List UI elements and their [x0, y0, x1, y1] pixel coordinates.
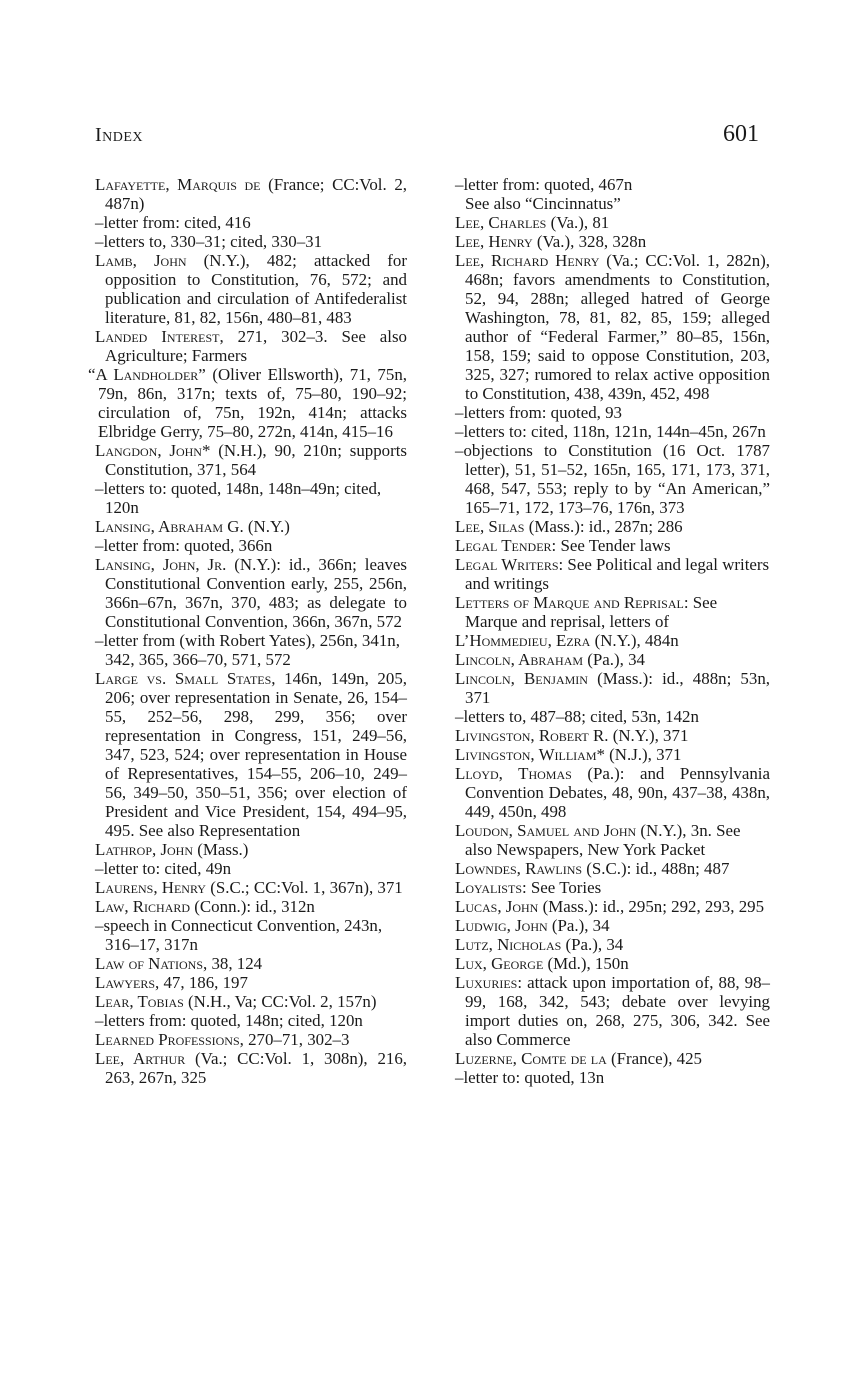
index-entry: Lloyd, Thomas (Pa.): and Pennsylvania Convention Debates, 48, 90n, 437–38, 438n, 449, 450n, 498 — [455, 764, 770, 821]
index-subentry: –letters from: quoted, 148n; cited, 120n — [95, 1011, 363, 1030]
index-entry: Lutz, Nicholas (Pa.), 34 — [455, 935, 624, 954]
index-entry: Lamb, John (N.Y.), 482; attacked for opposition to Constitution, 76, 572; and publication and circulation of Antifederalist literature, 81, 82, 156n, 480–81, 483 — [95, 251, 407, 327]
index-subentry: –letter to: cited, 49n — [95, 859, 232, 878]
index-entry: Laurens, Henry (S.C.; CC:Vol. 1, 367n), 371 — [95, 878, 403, 897]
index-entry: Ludwig, John (Pa.), 34 — [455, 916, 610, 935]
index-entry: “A Landholder” (Oliver Ellsworth), 71, 75n, 79n, 86n, 317n; texts of, 75–80, 190–92; circulation of, 75n, 192n, 414n; attacks Elbridge Gerry, 75–80, 272n, 414n, 415–16 — [88, 365, 407, 441]
index-entry: Learned Professions, 270–71, 302–3 — [95, 1030, 350, 1049]
index-entry: Luzerne, Comte de la (France), 425 — [455, 1049, 703, 1068]
index-entry: Law of Nations, 38, 124 — [95, 954, 263, 973]
index-entry: Lansing, Abraham G. (N.Y.) — [95, 517, 290, 536]
index-entry: Large vs. Small States, 146n, 149n, 205, 206; over representation in Senate, 26, 154–55, 252–56, 298, 299, 356; over representation in Congress, 151, 249–56, 347, 523, 524; over representation in House of Representatives, 154–55, 206–10, 249–56, 349–50, 350–51, 356; over election of President and Vice President, 154, 494–95, 495. See also Representation — [95, 669, 407, 840]
index-subentry: –letter from (with Robert Yates), 256n, 341n, 342, 365, 366–70, 571, 572 — [95, 631, 400, 669]
index-subentry: –letters to: cited, 118n, 121n, 144n–45n, 267n — [455, 422, 766, 441]
index-entry: Lee, Charles (Va.), 81 — [455, 213, 610, 232]
index-entry: Livingston, William* (N.J.), 371 — [455, 745, 682, 764]
index-entry: Lee, Richard Henry (Va.; CC:Vol. 1, 282n), 468n; favors amendments to Constitution, 52, 94, 288n; alleged hatred of George Washington, 78, 81, 82, 85, 159; alleged author of “Federal Farmer,” 80–85, 156n, 158, 159; said to oppose Constitution, 203, 325, 327; rumored to relax active opposition to Constitution, 438, 439n, 452, 498 — [455, 251, 770, 403]
index-subentry: –objections to Constitution (16 Oct. 1787 letter), 51, 51–52, 165n, 165, 171, 173, 371, 468, 547, 553; reply to by “An American,” 165–71, 172, 173–76, 176n, 373 — [455, 441, 770, 517]
index-entry: Lafayette, Marquis de (France; CC:Vol. 2, 487n) — [95, 175, 407, 213]
index-entry: Law, Richard (Conn.): id., 312n — [95, 897, 315, 916]
index-subentry: –letters to, 487–88; cited, 53n, 142n — [455, 707, 699, 726]
index-entry: Lear, Tobias (N.H., Va; CC:Vol. 2, 157n) — [95, 992, 377, 1011]
index-entry: Letters of Marque and Reprisal: See Marque and reprisal, letters of — [455, 593, 718, 631]
index-entry: Lee, Henry (Va.), 328, 328n — [455, 232, 647, 251]
index-entry: Lux, George (Md.), 150n — [455, 954, 629, 973]
index-entry: Loyalists: See Tories — [455, 878, 602, 897]
index-entry: L’Hommedieu, Ezra (N.Y.), 484n — [455, 631, 679, 650]
index-cross-reference: See also “Cincinnatus” — [465, 194, 621, 213]
index-subentry: –speech in Connecticut Convention, 243n, 316–17, 317n — [95, 916, 383, 954]
index-entry: Luxuries: attack upon importation of, 88, 98–99, 168, 342, 543; debate over levying import duties on, 268, 275, 306, 342. See also Commerce — [455, 973, 770, 1049]
index-entry: Loudon, Samuel and John (N.Y.), 3n. See also Newspapers, New York Packet — [455, 821, 741, 859]
index-entry: Lawyers, 47, 186, 197 — [95, 973, 248, 992]
running-header — [95, 121, 759, 154]
index-subentry: –letters to: quoted, 148n, 148n–49n; cited, 120n — [95, 479, 382, 517]
index-column-right — [455, 175, 770, 1087]
index-entry: Lowndes, Rawlins (S.C.): id., 488n; 487 — [455, 859, 730, 878]
index-entry: Lincoln, Benjamin (Mass.): id., 488n; 53n, 371 — [455, 669, 770, 707]
index-entry: Landed Interest, 271, 302–3. See also Agriculture; Farmers — [95, 327, 407, 365]
index-entry: Lee, Arthur (Va.; CC:Vol. 1, 308n), 216, 263, 267n, 325 — [95, 1049, 408, 1087]
index-subentry: –letter from: cited, 416 — [95, 213, 251, 232]
index-column-left — [88, 175, 408, 1087]
index-subentry: –letter from: quoted, 467n — [455, 175, 633, 194]
index-entry: Lincoln, Abraham (Pa.), 34 — [455, 650, 645, 669]
index-entry: Livingston, Robert R. (N.Y.), 371 — [455, 726, 689, 745]
index-entry: Lee, Silas (Mass.): id., 287n; 286 — [455, 517, 683, 536]
index-entry: Legal Writers: See Political and legal writers and writings — [455, 555, 770, 593]
index-entry: Legal Tender: See Tender laws — [455, 536, 671, 555]
index-subentry: –letters to, 330–31; cited, 330–31 — [95, 232, 323, 251]
index-entry: Lansing, John, Jr. (N.Y.): id., 366n; leaves Constitutional Convention early, 255, 256n, 366n–67n, 367n, 370, 483; as delegate to Constitutional Convention, 366n, 367n, 572 — [95, 555, 407, 631]
index-entry: Langdon, John* (N.H.), 90, 210n; supports Constitution, 371, 564 — [95, 441, 407, 479]
index-entry: Lathrop, John (Mass.) — [95, 840, 249, 859]
page-number: 601 — [723, 121, 759, 147]
index-subentry: –letter from: quoted, 366n — [95, 536, 273, 555]
index-entry: –letter to: quoted, 13n — [455, 1068, 605, 1087]
header-title: Index — [95, 124, 144, 146]
index-subentry: –letters from: quoted, 93 — [455, 403, 622, 422]
index-entry: Lucas, John (Mass.): id., 295n; 292, 293, 295 — [455, 897, 765, 916]
